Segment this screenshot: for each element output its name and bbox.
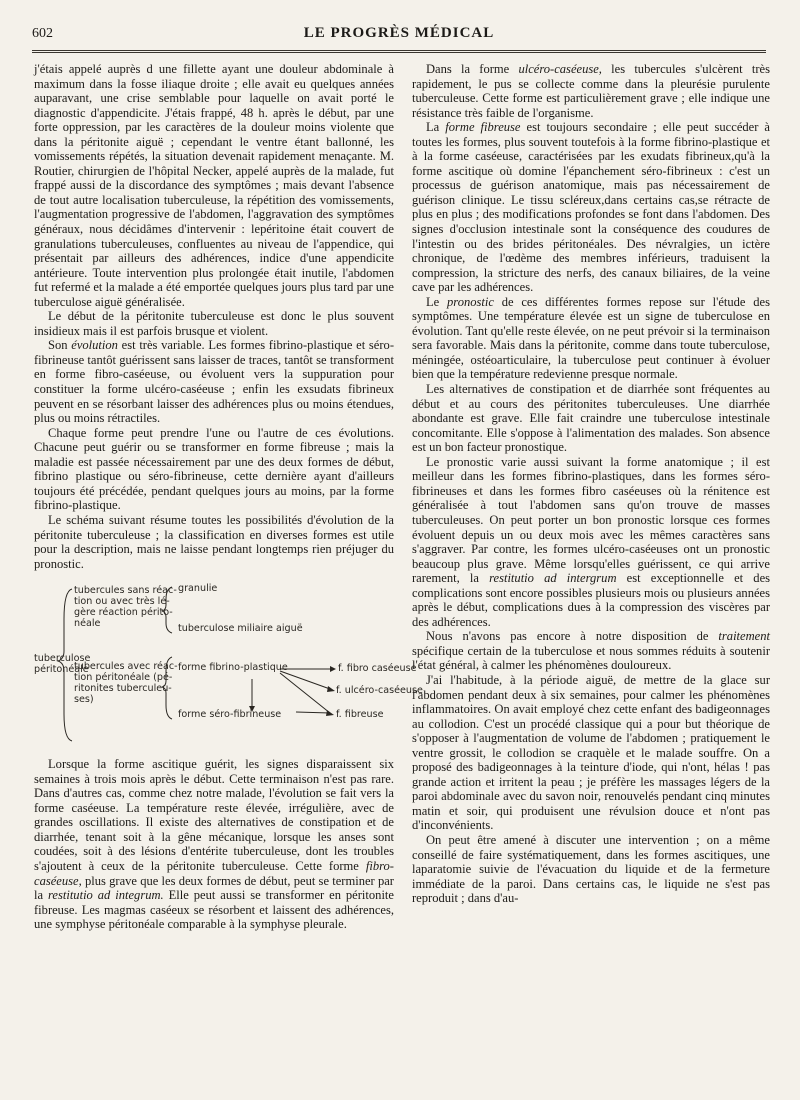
emphasis: ulcéro-caséeuse, — [518, 62, 602, 76]
left-column — [34, 62, 423, 932]
paragraph: La forme fibreuse est toujours secondaire ; elle peut succéder à toutes les formes, plus souvent toutefois à la forme fibrino-plastique et à la forme caséeuse, caractérisées par les exudats fibrineux,qu'à la forme ascitique où domine l'épanchement séro-fibrineux : c'est un processus de guérison anatomique, mais pas nécessairement de guérison clinique. Le tissu scléreux,dans certains cas,se rétracte de plus en plus ; des modifications profondes se font dans l'abdomen. Des signes d'occlusion intestinale sont la conséquence des coudures de l'intestin ou des brides péritonéales. Des névralgies, un ictère chronique, de l'œdème des membres inférieurs, traduisent la compression, la stricture des nerfs, des canaux biliaires, de la veine cave par les adhérences. — [412, 120, 770, 295]
paragraph: Le début de la péritonite tuberculeuse est donc le plus souvent insidieux mais il est parfois brusque et violent. — [34, 309, 394, 338]
paragraph: J'ai l'habitude, à la période aiguë, de mettre de la glace sur l'abdomen pendant deux à six semaines, pour calmer les phénomènes inflammatoires. On avait employé chez cette enfant des badigeonnages au collodion. C'est un procédé classique qui a pour but théorique de s'opposer à l'augmentation de volume de l'abdomen ; pratiquement le ventre grossit, le collodion se craquèle et le malade souffre. On a proposé des badigeonnages à la teinture d'iode, qui n'ont, hélas ! pas grande action et irritent la peau ; je préfère les massages légers de la paroi abdominale avec du savon noir, renouvelés pendant cinq minutes matin et soir, qui produisent une révulsion douce et n'ont pas d'inconvénients. — [412, 672, 770, 833]
paragraph: Son évolution est très variable. Les formes fibrino-plastique et séro-fibrineuse tantôt guérissent sans laisser de traces, tantôt se transforment en forme fibro-caséeuse, ou évoluent vers la suppuration pour constituer la forme ulcéro-caséeuse ; enfin les exsudats fibrineux peuvent en se résorbant laisser des adhérences plus ou moins étendues, plus ou moins rétractiles. — [34, 338, 394, 426]
evolution-diagram — [34, 579, 423, 749]
right-column — [412, 62, 770, 906]
emphasis: traitement — [718, 629, 770, 644]
diagram-fibreuse: f. fibreuse — [336, 709, 384, 721]
arrow-head — [330, 666, 336, 672]
paragraph: Nous n'avons pas encore à notre disposition de traitement spécifique certain de la tuberculose et nous sommes réduits à soutenir l'état général, à calmer les phénomènes douloureux. — [412, 629, 770, 673]
paragraph: Le pronostic de ces différentes formes repose sur l'étude des symptômes. Une température élevée est un signe de tuberculose en évolution. Tant qu'elle reste élevée, on ne peut prévoir si la terminaison sera favorable. Mais dans la péritonite, comme dans toute tuberculose, méningée, ostéoarticulaire, la tuberculose peut continuer à évoluer bien que la température redevienne presque normale. — [412, 294, 771, 382]
journal-title: LE PROGRÈS MÉDICAL — [303, 25, 495, 41]
arrow-line — [280, 673, 330, 713]
paragraph: Les alternatives de constipation et de diarrhée sont fréquentes au début et au cours des péritonites tuberculeuses. Une diarrhée abondante est grave. Elle fait craindre une tuberculose intestinale concomitante. Elle s'oppose à l'alimentation des malades. Son absence est un bon facteur pronostique. — [412, 382, 770, 455]
paragraph: Lorsque la forme ascitique guérit, les signes disparaissent six semaines à trois mois après le début. Cette terminaison n'est pas rare. Dans d'autres cas, comme chez notre malade, l'évolution se fait vers la forme caséeuse. La température reste élevée, irrégulière, avec de grandes oscillations. Il existe des alternatives de constipation et de diarrhée, tenant soit à la gêne mécanique, lorsque les anses sont coudées, soit à des lésions d'entérite tuberculeuse, dont les troubles s'ajoutent à ceux de la péritonite tuberculeuse. Cette forme fibro-caséeuse, plus grave que les deux formes de début, peut se terminer par la restitutio ad integrum. Elle peut aussi se transformer en péritonite fibreuse. Les magmas caséeux se résorbent et laissent des adhérences, une symphyse péritonéale comparable à la symphyse pleurale. — [34, 757, 394, 932]
paragraph: Chaque forme peut prendre l'une ou l'autre de ces évolutions. Chacune peut guérir ou se transformer en forme fibreuse ; mais la maladie est passée nécessairement par une des deux formes de début, fibrino plastique ou séro-fibrineuse, cette dernière ayant d'ailleurs toujours été précédée, pendant quelques jours au moins, par la forme fibrino-plastique. — [34, 425, 394, 513]
diagram-ulcero-caseuse: f. ulcéro-caséeuse — [336, 685, 423, 697]
paragraph: On peut être amené à discuter une intervention ; on a même conseillé de faire systématiquement, dans les formes ascitiques, une laparatomie suivie de l'évacuation du liquide et de la fermeture immédiate de la paroi. Dans certains cas, le liquide ne s'est pas reproduit ; dans d'au- — [412, 832, 770, 906]
running-header — [32, 22, 766, 46]
emphasis: forme fibreuse — [445, 120, 521, 135]
emphasis: restitutio ad integrum. — [47, 888, 164, 903]
arrow-line — [296, 712, 330, 713]
paragraph: Le pronostic varie aussi suivant la forme anatomique ; il est meilleur dans les formes fibrino-plastiques, dans les formes séro-fibrineuses et dans les formes fibro caséeuses où la rénitence est généralisée à tout l'abdomen sans qu'on trouve de masses tuberculeuses. On peut porter un bon pronostic lorsque ces formes évoluent depuis un ou deux mois avec les mêmes caractères sans s'aggraver. Par contre, les formes ulcéro-caséeuses ont un pronostic beaucoup plus grave. Même lorsqu'elles guérissent, ce qui arrive rarement, la restitutio ad intergrum est exceptionnelle et des complications sont encore possibles plusieurs mois ou plusieurs années après le début, complications dues à la compression des viscères par des adhérences. — [412, 454, 771, 629]
arrow-head — [327, 686, 335, 692]
page-number: 602 — [32, 26, 53, 41]
emphasis: fibro-caséeuse, — [34, 858, 394, 888]
arrow-head — [326, 710, 334, 716]
diagram-sero-fibrineuse: forme séro-fibrineuse — [178, 709, 282, 721]
paragraph: Le schéma suivant résume toutes les possibilités d'évolution de la péritonite tuberculeuse ; la classification en diverses formes est utile pour la description, mais ne laisse pendant longtemps rien préjuger du pronostic. — [34, 512, 394, 571]
paragraph: Dans la forme ulcéro-caséeuse, les tubercules s'ulcèrent très rapidement, le pus se collecte comme dans la pleurésie purulente tuberculeuse. Cette forme est particulièrement grave ; elle indique une résistance très faible de l'organisme. — [412, 62, 770, 120]
diagram-fibro-caseuse: f. fibro caséeuse — [338, 663, 417, 675]
emphasis: évolution — [71, 338, 118, 353]
diagram-lower-branch: tubercules avec réac- tion péritonéale (pé- ritonites tuberculeu- ses) — [74, 661, 178, 706]
arrow-line — [280, 671, 330, 689]
paragraph: j'étais appelé auprès d une fillette ayant une douleur abdominale à maximum dans la fosse iliaque droite ; elle avait eu quelques années auparavant, une crise semblable pour laquelle on avait porté le diagnostic d'appendicite. J'étais frappé, 48 h. après le début, par une forte oppression, par les caractères de la douleur moins violente que dans la péritonite aiguë ; cependant le ventre étant ballonné, les vomissements répétés, la situation devenait rapidement menaçante. M. Routier, chirurgien de l'hôpital Necker, appelé auprès de la malade, fut frappé aussi de la discordance des symptômes ; mais devant l'absence de tout autre localisation tuberculeuse, la répétition des vomissements, l'augmentation progressive de l'abdomen, l'aggravation des symptômes généraux, nous décidâmes d'intervenir : lepéritoine était couvert de granulations tuberculeuses, confluentes au niveau de l'appendice, qui présentait par ailleurs des adhérences, indice d'une appendicite antérieure. Toute intervention plus prolongée était inutile, l'abdomen fut refermé et la malade a été emportée quelques jours plus tard par une tuberculose aiguë généralisée. — [34, 62, 394, 309]
diagram-fibrino-plastique: forme fibrino-plastique — [178, 662, 288, 674]
emphasis: pronostic — [447, 294, 494, 309]
diagram-root-label: tuberculose péritonéale — [34, 653, 91, 676]
diagram-miliary: tuberculose miliaire aiguë — [178, 623, 303, 635]
diagram-granulie: granulie — [178, 583, 218, 595]
emphasis: restitutio ad intergrum — [489, 571, 617, 586]
header-rule — [32, 50, 766, 53]
diagram-upper-branch: tubercules sans réac- tion ou avec très lé- gère réaction périto- néale — [74, 585, 177, 630]
